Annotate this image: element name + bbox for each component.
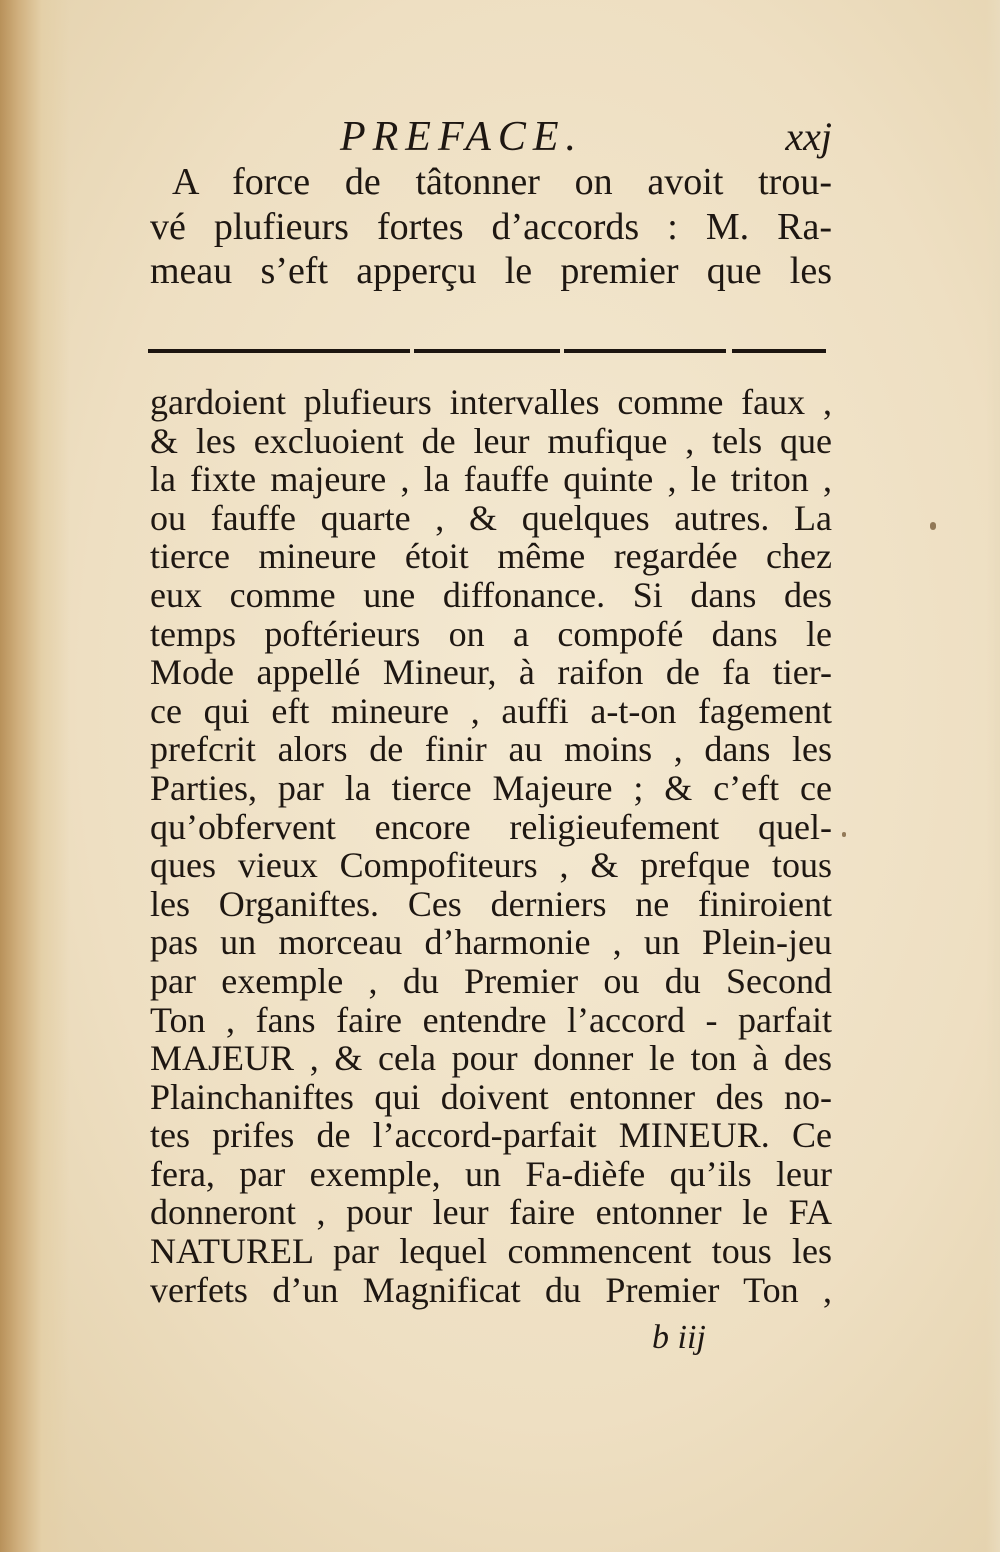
text-line: Ton , fans faire entendre l’accord - parfait <box>150 999 832 1040</box>
text-line: pas un morceau d’harmonie , un Plein-jeu <box>150 922 832 963</box>
show-through-text <box>160 315 820 351</box>
text-line: ce qui eft mineure , auffi a-t-on fagement <box>150 690 832 731</box>
text-line: verfets d’un Magnificat du Premier Ton , <box>150 1269 832 1310</box>
text-line: tes prifes de l’accord-parfait MINEUR. Ce <box>150 1115 832 1156</box>
upper-text-block <box>150 160 832 294</box>
text-line: temps poftérieurs on a compofé dans le <box>150 613 832 654</box>
main-text-block <box>150 383 832 1309</box>
text-line: Parties, par la tierce Majeure ; & c’eft ce <box>150 767 832 808</box>
text-line: tierce mineure étoit même regardée chez <box>150 536 832 577</box>
text-line: donneront , pour leur faire entonner le FA <box>150 1192 832 1233</box>
section-rule <box>148 349 826 354</box>
text-line: la fixte majeure , la fauffe quinte , le triton , <box>150 459 832 500</box>
text-line: A force de tâtonner on avoit trou- <box>172 161 832 203</box>
text-line: gardoient plufieurs intervalles comme faux , <box>150 382 832 422</box>
ink-speck <box>930 522 936 530</box>
page-edge <box>986 0 1000 1552</box>
page-header <box>340 112 840 162</box>
running-title: PREFACE. <box>340 114 584 160</box>
text-line: NATUREL par lequel commencent tous les <box>150 1231 832 1272</box>
text-line: eux comme une diffonance. Si dans des <box>150 574 832 615</box>
text-line: Mode appellé Mineur, à raifon de fa tier- <box>150 652 832 693</box>
text-line: ou fauffe quarte , & quelques autres. La <box>150 497 832 538</box>
text-line: fera, par exemple, un Fa-dièfe qu’ils leur <box>150 1153 832 1194</box>
text-line: les Organiftes. Ces derniers ne finiroient <box>150 883 832 924</box>
text-line: meau s’eft apperçu le premier que les <box>150 250 832 292</box>
text-line: prefcrit alors de finir au moins , dans les <box>150 729 832 770</box>
text-line: qu’obfervent encore religieufement quel- <box>150 806 832 847</box>
page-gutter-shadow <box>0 0 70 1552</box>
signature-mark: b iij <box>652 1319 706 1356</box>
text-line: ques vieux Compofiteurs , & prefque tous <box>150 845 832 886</box>
text-line: Plainchaniftes qui doivent entonner des no- <box>150 1076 832 1117</box>
folio-number: xxj <box>785 114 832 159</box>
text-line: vé plufieurs fortes d’accords : M. Ra- <box>150 205 832 248</box>
text-line: & les excluoient de leur mufique , tels que <box>150 420 832 461</box>
text-line: par exemple , du Premier ou du Second <box>150 960 832 1001</box>
ink-speck <box>842 832 846 837</box>
text-line: MAJEUR , & cela pour donner le ton à des <box>150 1038 832 1079</box>
